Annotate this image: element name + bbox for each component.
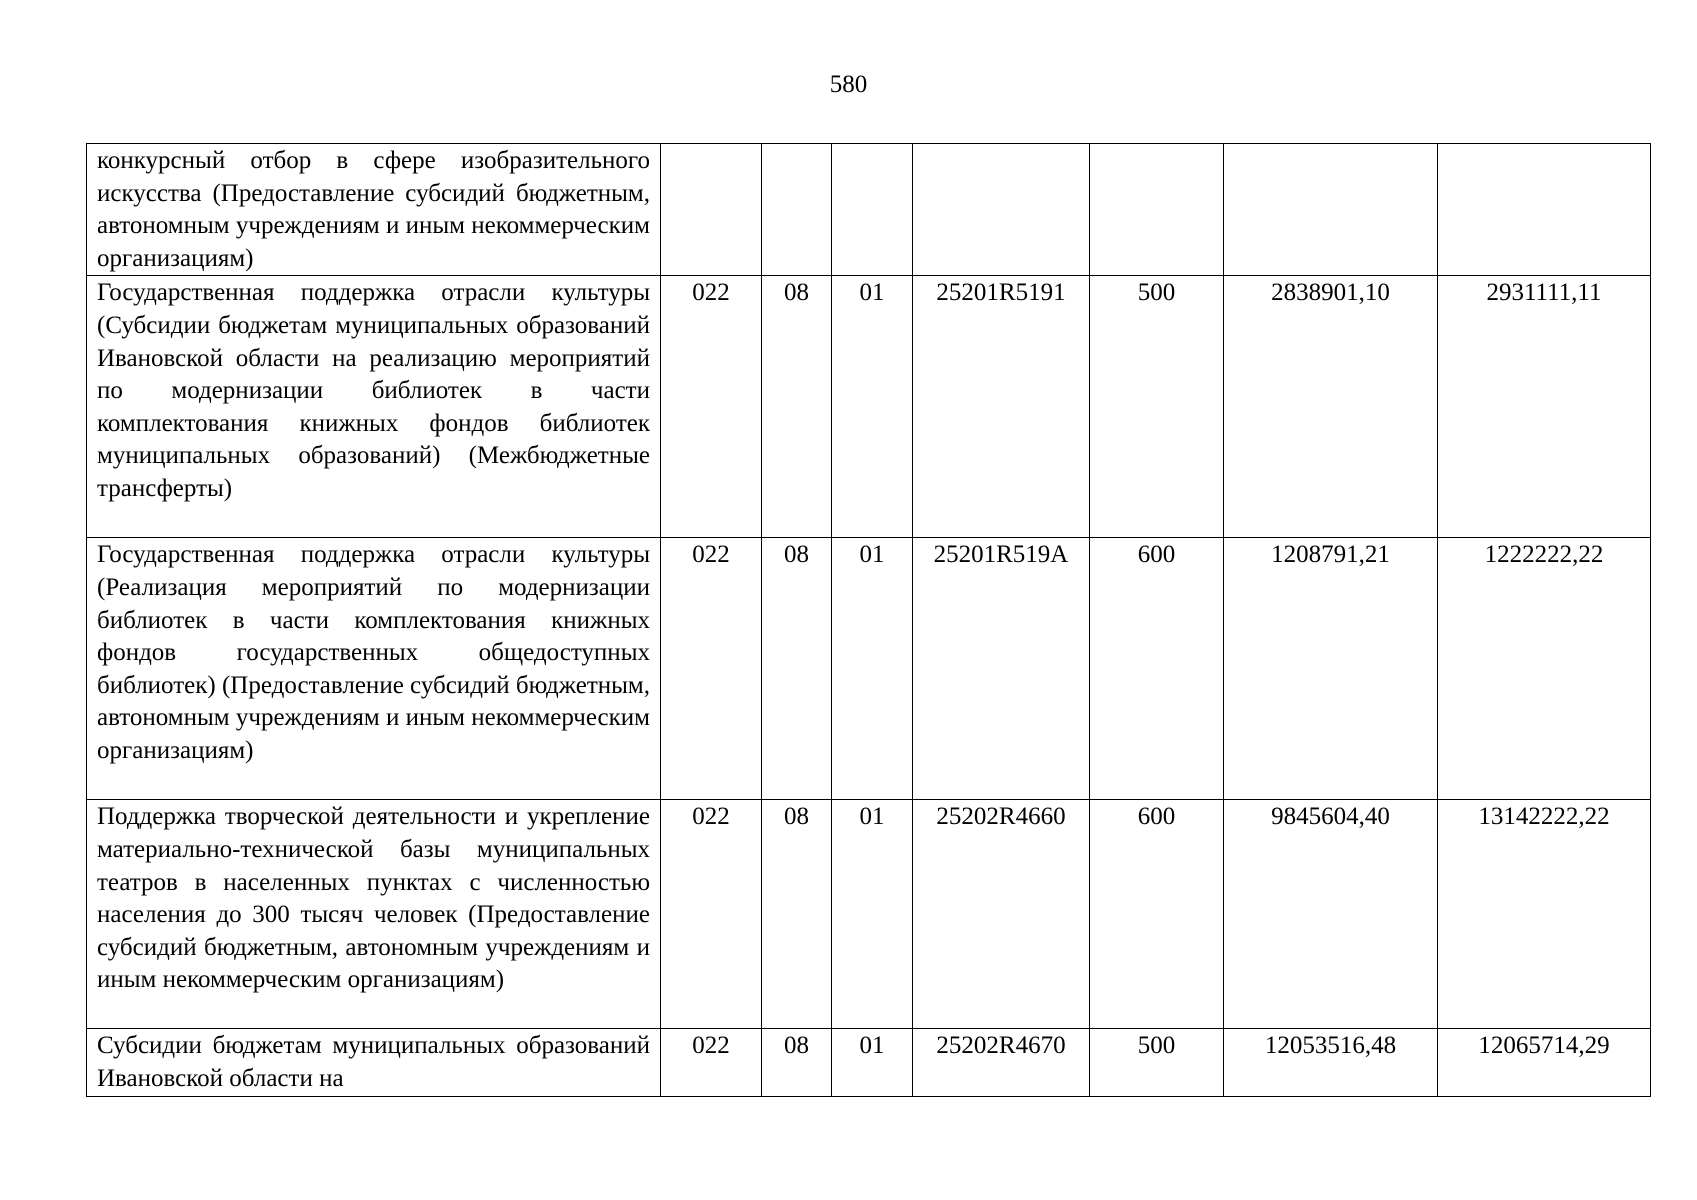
description-cell: Поддержка творческой деятельности и укрепление материально-технической базы муниципальных театров в населенных пунктах с численностью населения до 300 тысяч человек (Предоставление субсидий бюджетным, автономным учреждениям и иным некоммерческим организациям)	[87, 800, 661, 1029]
ministry-code-cell: 022	[661, 276, 762, 538]
ministry-code-cell: 022	[661, 538, 762, 800]
ministry-code-cell	[661, 144, 762, 276]
description-cell: Субсидии бюджетам муниципальных образований Ивановской области на	[87, 1029, 661, 1096]
amount-first-year-cell: 2838901,10	[1224, 276, 1438, 538]
target-article-cell: 25201R5191	[913, 276, 1090, 538]
table-row	[87, 1029, 1651, 1096]
table-row	[87, 800, 1651, 1029]
subsection-code-cell: 01	[832, 800, 913, 1029]
amount-second-year-cell: 12065714,29	[1438, 1029, 1651, 1096]
description-cell: Государственная поддержка отрасли культуры (Реализация мероприятий по модернизации библиотек в части комплектования книжных фондов государственных общедоступных библиотек) (Предоставление субсидий бюджетным, автономным учреждениям и иным некоммерческим организациям)	[87, 538, 661, 800]
page-number: 580	[829, 71, 868, 98]
subsection-code-cell: 01	[832, 1029, 913, 1096]
amount-first-year-cell: 12053516,48	[1224, 1029, 1438, 1096]
section-code-cell	[762, 144, 832, 276]
table-body	[87, 144, 1651, 1097]
target-article-cell: 25201R519A	[913, 538, 1090, 800]
section-code-cell: 08	[762, 538, 832, 800]
description-cell: конкурсный отбор в сфере изобразительного искусства (Предоставление субсидий бюджетным, автономным учреждениям и иным некоммерческим организациям)	[87, 144, 661, 276]
expense-type-cell: 600	[1090, 800, 1224, 1029]
expense-type-cell: 500	[1090, 276, 1224, 538]
expense-type-cell	[1090, 144, 1224, 276]
target-article-cell	[913, 144, 1090, 276]
target-article-cell: 25202R4660	[913, 800, 1090, 1029]
ministry-code-cell: 022	[661, 800, 762, 1029]
subsection-code-cell: 01	[832, 538, 913, 800]
amount-first-year-cell	[1224, 144, 1438, 276]
ministry-code-cell: 022	[661, 1029, 762, 1096]
amount-first-year-cell: 1208791,21	[1224, 538, 1438, 800]
amount-second-year-cell: 1222222,22	[1438, 538, 1651, 800]
section-code-cell: 08	[762, 276, 832, 538]
budget-table	[86, 143, 1651, 1097]
amount-second-year-cell: 13142222,22	[1438, 800, 1651, 1029]
subsection-code-cell	[832, 144, 913, 276]
section-code-cell: 08	[762, 1029, 832, 1096]
expense-type-cell: 500	[1090, 1029, 1224, 1096]
amount-first-year-cell: 9845604,40	[1224, 800, 1438, 1029]
table-row	[87, 276, 1651, 538]
description-cell: Государственная поддержка отрасли культуры (Субсидии бюджетам муниципальных образований Ивановской области на реализацию мероприятий по модернизации библиотек в части комплектования книжных фондов библиотек муниципальных образований) (Межбюджетные трансферты)	[87, 276, 661, 538]
amount-second-year-cell	[1438, 144, 1651, 276]
table-row	[87, 538, 1651, 800]
section-code-cell: 08	[762, 800, 832, 1029]
subsection-code-cell: 01	[832, 276, 913, 538]
target-article-cell: 25202R4670	[913, 1029, 1090, 1096]
expense-type-cell: 600	[1090, 538, 1224, 800]
table-row	[87, 144, 1651, 276]
amount-second-year-cell: 2931111,11	[1438, 276, 1651, 538]
